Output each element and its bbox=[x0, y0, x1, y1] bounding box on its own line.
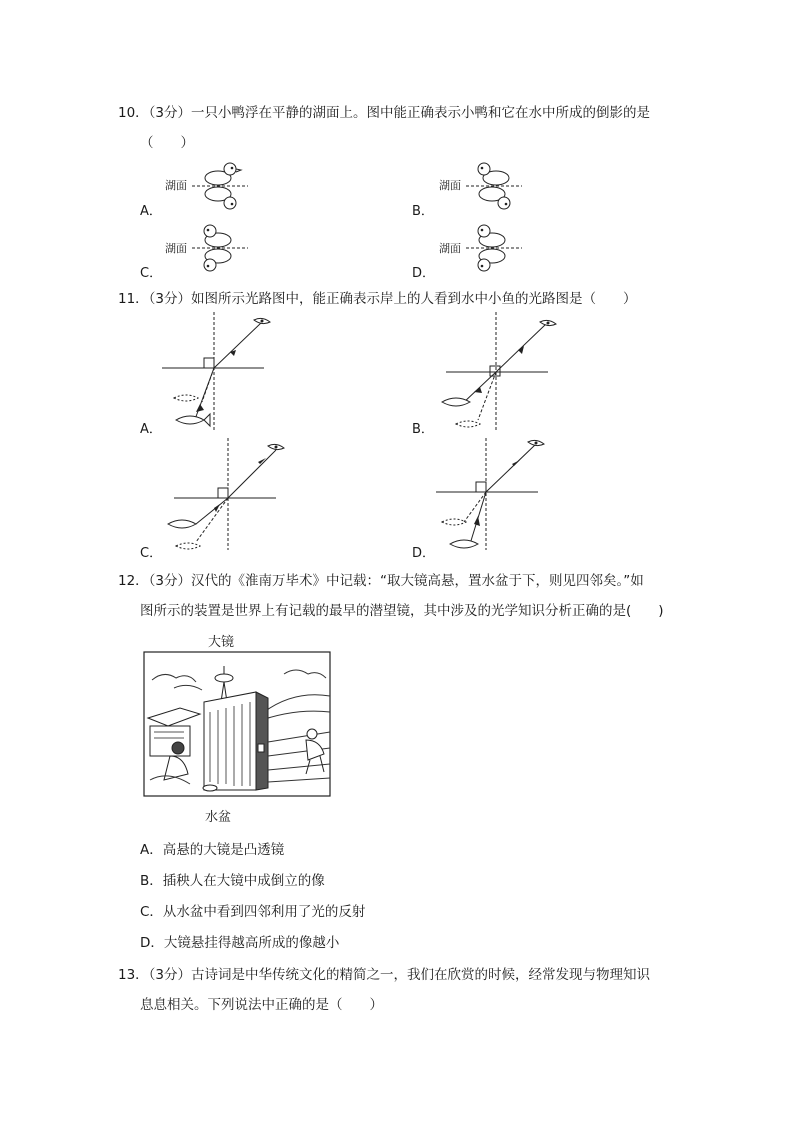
q11-option-a-label[interactable]: A． bbox=[140, 422, 162, 437]
q12-label-mirror: 大镜 bbox=[208, 635, 235, 650]
q11-option-d-label[interactable]: D． bbox=[412, 546, 436, 561]
q10-diagram-d bbox=[464, 222, 534, 278]
q10-diagram-a bbox=[190, 160, 260, 216]
q10-answer-paren: （ ） bbox=[140, 135, 194, 151]
q13-stem-line1: 13．（3分）古诗词是中华传统文化的精简之一，我们在欣赏的时候，经常发现与物理知识 bbox=[118, 967, 651, 983]
q12-stem-line1: 12．（3分）汉代的《淮南万毕术》中记载：“取大镜高悬，置水盆于下，则见四邻矣。”如 bbox=[118, 573, 644, 589]
q11-diagram-b bbox=[436, 312, 551, 437]
q11-diagram-d bbox=[436, 438, 561, 553]
q11-diagram-a bbox=[162, 312, 277, 437]
q12-choice-d[interactable]: D．大镜悬挂得越高所成的像越小 bbox=[140, 935, 340, 951]
q11-option-b-label[interactable]: B． bbox=[412, 422, 434, 437]
q10-option-b-label[interactable]: B． bbox=[412, 204, 434, 219]
q13-stem-line2: 息息相关。下列说法中正确的是（ ） bbox=[140, 997, 383, 1013]
q11-option-c-label[interactable]: C． bbox=[140, 546, 163, 561]
q10-diagram-c bbox=[190, 222, 260, 278]
q12-choice-b[interactable]: B．插秧人在大镜中成倒立的像 bbox=[140, 873, 325, 889]
q10-d-surface-label: 湖面 bbox=[439, 242, 461, 255]
q10-option-a-label[interactable]: A． bbox=[140, 204, 162, 219]
q10-c-surface-label: 湖面 bbox=[165, 242, 187, 255]
q12-choice-a[interactable]: A．高悬的大镜是凸透镜 bbox=[140, 842, 285, 858]
q10-b-surface-label: 湖面 bbox=[439, 179, 461, 192]
q10-a-surface-label: 湖面 bbox=[165, 179, 187, 192]
q12-choice-c[interactable]: C．从水盆中看到四邻利用了光的反射 bbox=[140, 904, 366, 920]
q10-option-c-label[interactable]: C． bbox=[140, 266, 163, 281]
q10-option-d-label[interactable]: D． bbox=[412, 266, 436, 281]
q10-stem: 10．（3分）一只小鸭浮在平静的湖面上。图中能正确表示小鸭和它在水中所成的倒影的是 bbox=[118, 105, 651, 121]
q11-stem: 11．（3分）如图所示光路图中，能正确表示岸上的人看到水中小鱼的光路图是（ ） bbox=[118, 291, 637, 307]
q12-periscope-illustration bbox=[144, 652, 332, 798]
q11-diagram-c bbox=[162, 438, 287, 553]
q12-label-basin: 水盆 bbox=[205, 810, 232, 825]
q10-diagram-b bbox=[464, 160, 534, 216]
q12-stem-line2: 图所示的装置是世界上有记载的最早的潜望镜，其中涉及的光学知识分析正确的是( ) bbox=[140, 603, 664, 619]
